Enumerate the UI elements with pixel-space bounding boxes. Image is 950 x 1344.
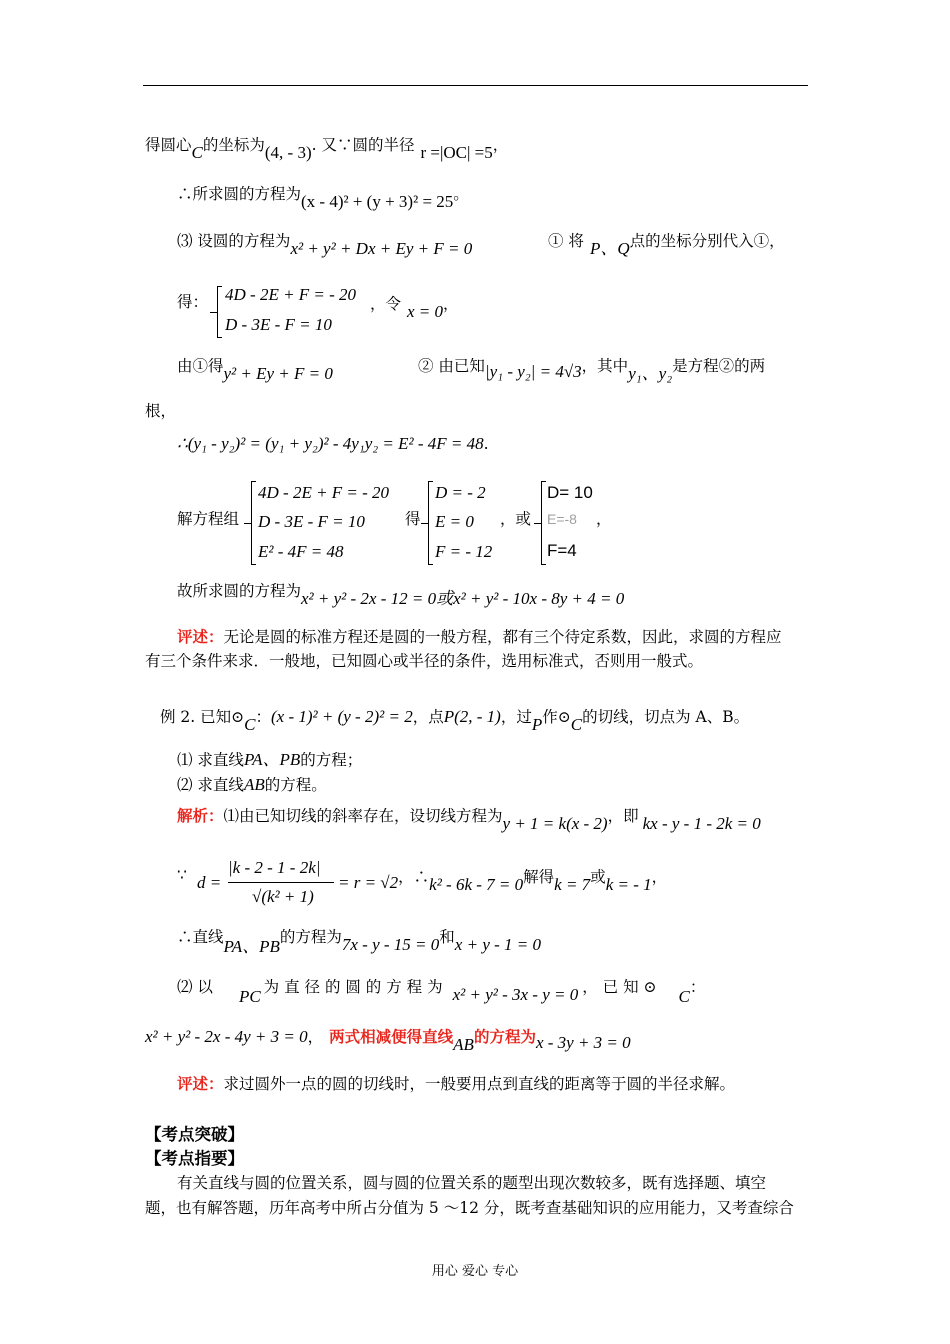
text: ① 将 — [548, 232, 584, 250]
text: 为 直 径 的 圆 的 方 程 为 — [263, 978, 443, 996]
text: ，其中 — [581, 357, 629, 375]
text: 解方程组 — [177, 510, 240, 528]
math: x² + y² - 2x - 12 = 0或x² + y² - 10x - 8y + 4 = 0 — [301, 589, 625, 608]
math: (x - 4)² + (y + 3)² = 25 — [301, 192, 454, 211]
text: 求过圆外一点的圆的切线时，一般要用点到直线的距离等于圆的半径求解。 — [223, 1075, 736, 1093]
subsection-heading: 【考点指要】 — [145, 1149, 244, 1168]
text: ， 已 知 ⊙ — [582, 978, 657, 996]
math: x - 3y + 3 = 0 — [535, 1033, 631, 1052]
text: ，过 — [500, 708, 532, 726]
math: C — [191, 143, 203, 162]
text: 得 — [405, 510, 421, 528]
header-rule — [143, 85, 808, 86]
text-line — [370, 293, 459, 321]
text: ： — [255, 708, 271, 726]
text: ⑴ 求直线 — [177, 751, 244, 769]
text: ② 由已知 — [418, 357, 485, 375]
text: 的切线，切点为 A、B。 — [582, 708, 750, 726]
math: kx - y - 1 - 2k = 0 — [642, 814, 761, 833]
text: . — [483, 435, 489, 453]
left-brace — [217, 286, 222, 338]
text: ， — [492, 136, 509, 154]
text-line — [145, 134, 509, 162]
math: k = 7 — [554, 875, 591, 894]
text: ， — [651, 868, 668, 886]
text: 有关直线与圆的位置关系，圆与圆的位置关系的题型出现次数较多，既有选择题、填空 — [177, 1174, 767, 1192]
text: 根， — [145, 402, 177, 420]
text-line — [177, 230, 473, 258]
text: 。 — [453, 185, 469, 203]
math: D= 10 — [547, 483, 593, 502]
text-line — [548, 230, 785, 258]
text: 点的坐标分别代入①， — [629, 232, 785, 250]
text-line — [177, 183, 469, 211]
math: y² + Ey + F = 0 — [223, 364, 333, 383]
math: y₁、y₂ — [628, 364, 673, 383]
text: 的方程。 — [264, 776, 327, 794]
math: F = - 12 — [435, 542, 493, 561]
math: C — [570, 715, 583, 734]
section-heading: 【考点突破】 — [145, 1125, 244, 1144]
text: ，即 — [607, 807, 639, 825]
text: ⑴由已知切线的斜率存在，设切线方程为 — [223, 807, 503, 825]
fraction-denominator: √(k² + 1) — [252, 887, 314, 906]
text-line — [177, 749, 362, 770]
math: (x - 1)² + (y - 2)² = 2 — [271, 707, 413, 726]
math: x² + y² + Dx + Ey + F = 0 — [290, 239, 473, 258]
text: ， — [596, 510, 612, 528]
math: = r = √2 — [338, 873, 399, 892]
label-comment: 评述： — [177, 627, 224, 646]
math: P — [531, 715, 543, 734]
math: F=4 — [547, 541, 577, 560]
text: 有三个条件来求．一般地，已知圆心或半径的条件，选用标准式，否则用一般式。 — [145, 652, 704, 670]
math: d = — [197, 873, 222, 892]
math: |y₁ - y₂| = 4√3 — [484, 362, 582, 381]
text: ， — [307, 1028, 324, 1046]
text: 故所求圆的方程为 — [177, 582, 302, 600]
text: 的方程为 — [279, 928, 342, 946]
text: ⑶ 设圆的方程为 — [177, 232, 291, 250]
math: x + y - 1 = 0 — [454, 935, 541, 954]
text: . 又∵圆的半径 — [311, 136, 415, 154]
left-brace — [541, 481, 546, 565]
label-analysis: 解析： — [177, 806, 224, 825]
text: 无论是圆的标准方程还是圆的一般方程，都有三个待定系数，因此，求圆的方程应 — [223, 628, 782, 646]
math: x = 0 — [407, 302, 444, 321]
text-line — [177, 355, 333, 383]
text: 得圆心 — [145, 136, 192, 154]
text-highlight: 两式相减便得直线 — [329, 1027, 454, 1046]
math: x² + y² - 3x - y = 0 — [452, 985, 579, 1004]
math: (4, - 3) — [264, 143, 312, 162]
text: ∴所求圆的方程为 — [177, 185, 302, 203]
text-line — [145, 1026, 631, 1054]
math: PA、PB — [223, 937, 280, 956]
math: AB — [453, 1035, 474, 1054]
text: ∴直线 — [177, 928, 224, 946]
math: ∴(y₁ - y₂)² = (y₁ + y₂)² - 4y₁y₂ = E² - 4F = 48 — [177, 434, 484, 453]
math: k = - 1 — [605, 875, 652, 894]
text: ： — [689, 978, 706, 996]
math: P(2, - 1) — [443, 707, 501, 726]
text-line — [177, 627, 782, 647]
text: 作⊙ — [542, 708, 571, 726]
text: 是方程②的两 — [672, 357, 766, 375]
text-highlight: 的方程为 — [473, 1027, 536, 1046]
text: 的坐标为 — [202, 136, 265, 154]
math: C — [678, 987, 690, 1006]
math: D = - 2 — [435, 483, 486, 502]
math: P、Q — [589, 239, 630, 258]
text-line — [177, 805, 761, 833]
math: E=-8 — [547, 511, 577, 527]
text: 得： — [177, 293, 209, 311]
math: 4D - 2E + F = - 20 — [225, 285, 357, 304]
text: 或 — [590, 868, 606, 886]
text: ， — [443, 295, 459, 313]
fraction-numerator: |k - 2 - 1 - 2k| — [228, 858, 321, 877]
text: 例 2. 已知⊙ — [160, 708, 245, 726]
text: 的方程； — [300, 751, 363, 769]
text-line — [338, 866, 668, 894]
math: D - 3E - F = 10 — [225, 315, 332, 334]
text-line — [177, 774, 327, 795]
left-brace — [428, 481, 433, 565]
text: 题，也有解答题，历年高考中所占分值为 5 ～12 分，既考查基础知识的应用能力，又考查综合 — [145, 1199, 794, 1217]
math: r =|OC| =5 — [420, 143, 493, 162]
math: PA、PB — [243, 750, 301, 769]
text-line — [177, 1074, 735, 1094]
text: ⑵ 以 — [177, 978, 213, 996]
text-line — [418, 355, 766, 383]
page-footer: 用心 爱心 专心 — [431, 1264, 519, 1279]
text: ⑵ 求直线 — [177, 776, 244, 794]
math: y + 1 = k(x - 2) — [502, 814, 608, 833]
math: x² + y² - 2x - 4y + 3 = 0 — [145, 1027, 308, 1046]
math: C — [244, 715, 256, 734]
text: 和 — [439, 928, 455, 946]
math: k² - 6k - 7 = 0 — [429, 875, 524, 894]
math: 7x - y - 15 = 0 — [341, 935, 440, 954]
math: 4D - 2E + F = - 20 — [258, 483, 390, 502]
math: PC — [238, 987, 261, 1006]
text-line — [177, 926, 541, 956]
text: ，点 — [412, 708, 444, 726]
text: ∵ — [177, 866, 187, 884]
text: 由①得 — [177, 357, 224, 375]
left-brace — [251, 481, 256, 565]
text: ，或 — [500, 510, 532, 528]
text-line — [160, 706, 750, 734]
text-line — [177, 580, 625, 608]
fraction-bar — [228, 882, 334, 883]
text: ，令 — [370, 295, 402, 313]
text: 解得 — [523, 868, 555, 886]
text: ，∴ — [398, 868, 430, 886]
text-line — [177, 976, 706, 1006]
math: E² - 4F = 48 — [258, 542, 344, 561]
math: D - 3E - F = 10 — [258, 512, 365, 531]
math: AB — [243, 775, 265, 794]
text-line — [177, 433, 489, 454]
math: E = 0 — [435, 512, 474, 531]
label-comment: 评述： — [177, 1074, 224, 1093]
